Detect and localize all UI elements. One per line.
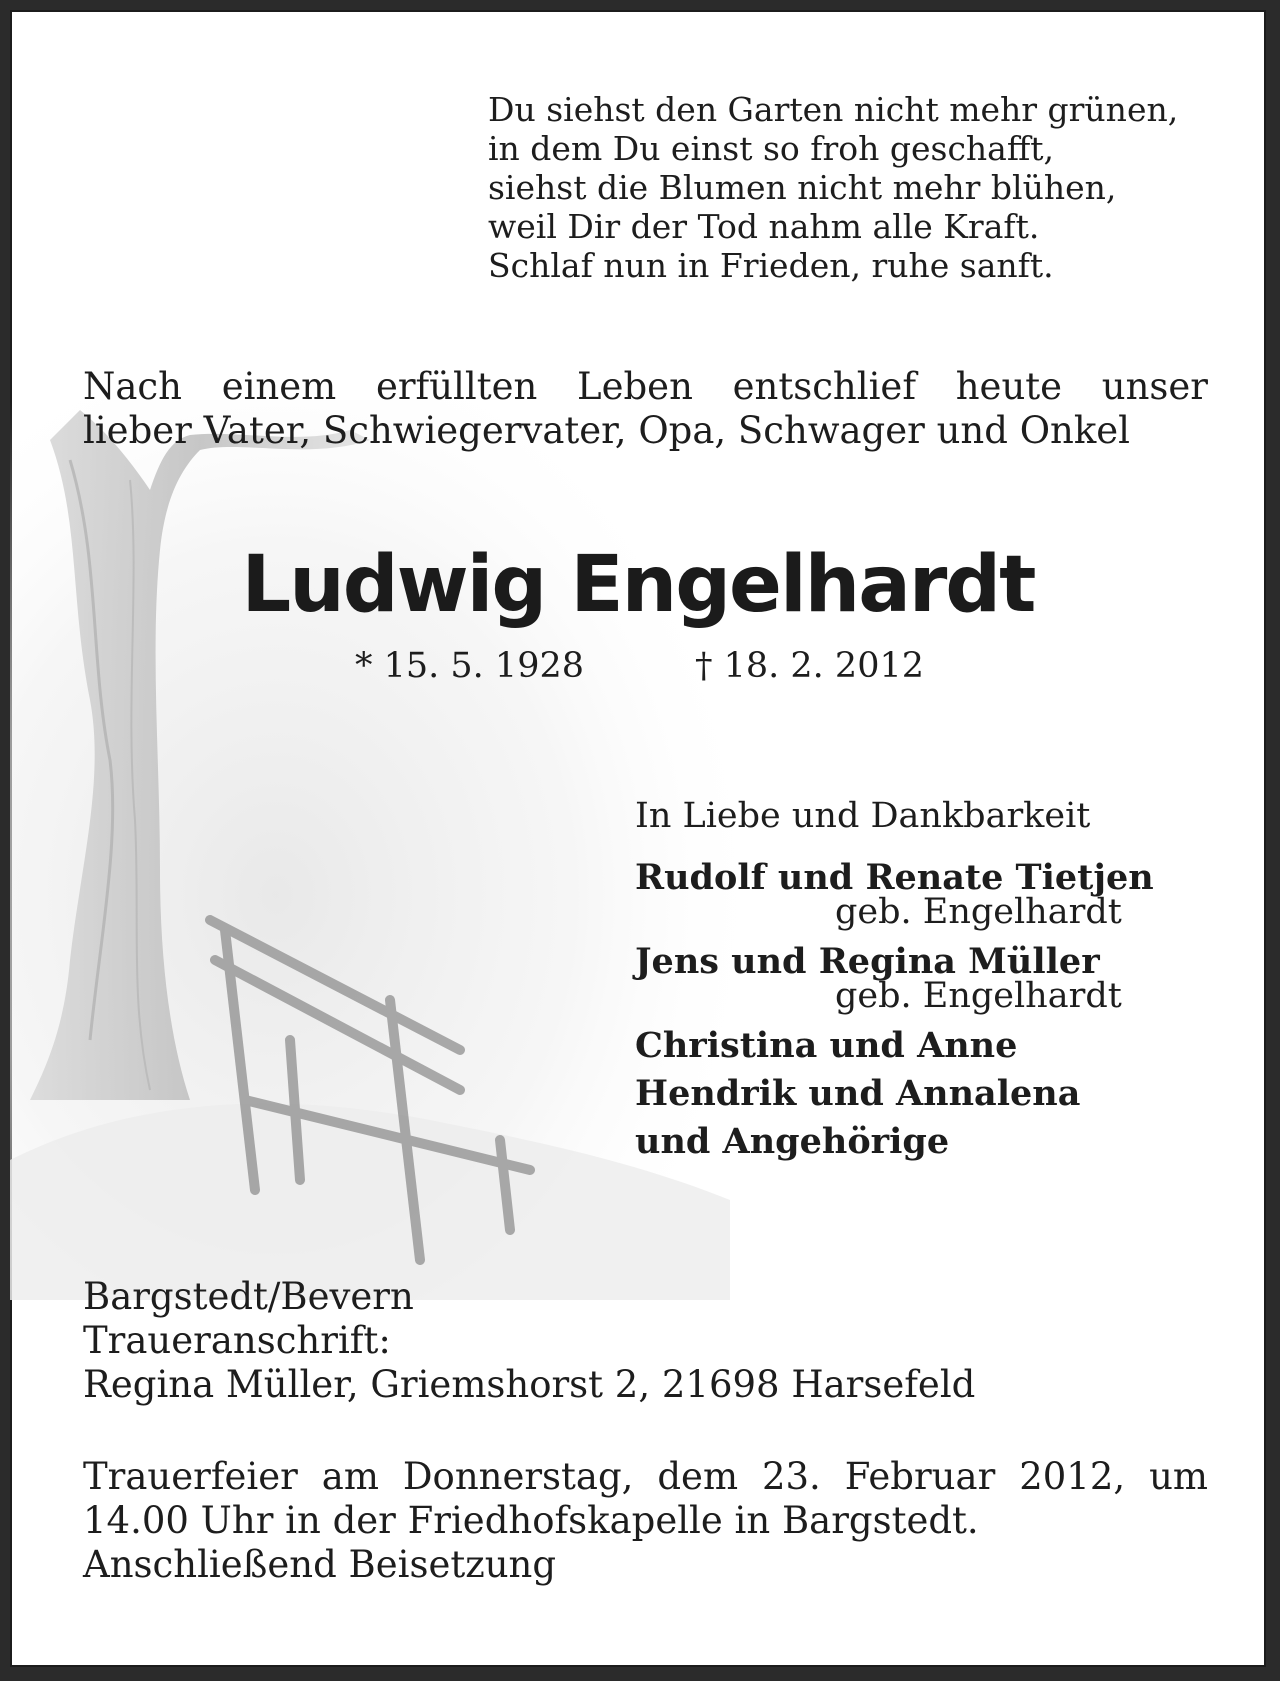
funeral-line: 14.00 Uhr in der Friedhofskapelle in Bargstedt.: [83, 1499, 979, 1542]
death-date: † 18. 2. 2012: [695, 646, 925, 686]
poem-line: siehst die Blumen nicht mehr blühen,: [488, 168, 1117, 207]
family-entry-note: geb. Engelhardt: [835, 976, 1122, 1016]
poem-line: Du siehst den Garten nicht mehr grünen,: [488, 90, 1179, 129]
family-entry: Jens und Regina Müller: [635, 941, 1100, 982]
funeral-line: Trauerfeier am Donnerstag, dem 23. Februar 2012, um: [83, 1455, 1208, 1498]
family-entry-note: geb. Engelhardt: [835, 892, 1122, 932]
poem-line: weil Dir der Tod nahm alle Kraft.: [488, 207, 1040, 246]
poem-line: Schlaf nun in Frieden, ruhe sanft.: [488, 246, 1054, 285]
funeral-line: Anschließend Beisetzung: [83, 1543, 557, 1586]
announcement-intro: [83, 365, 1208, 453]
family-entry: Christina und Anne: [635, 1025, 1018, 1066]
funeral-info: [83, 1455, 1208, 1587]
family-signatures: [635, 792, 1154, 1166]
obituary-card: [10, 10, 1266, 1667]
address-block: [83, 1275, 975, 1407]
birth-date: * 15. 5. 1928: [355, 646, 585, 686]
deceased-name: Ludwig Engelhardt: [241, 540, 1035, 630]
poem: [488, 90, 1178, 285]
intro-line: lieber Vater, Schwiegervater, Opa, Schwager und Onkel: [83, 409, 1131, 452]
intro-line: Nach einem erfüllten Leben entschlief heute unser: [83, 365, 1208, 408]
family-entry: Hendrik und Annalena: [635, 1073, 1081, 1114]
mourning-address-label: Traueranschrift:: [83, 1319, 391, 1362]
mourning-address: Regina Müller, Griemshorst 2, 21698 Harsefeld: [83, 1363, 976, 1406]
family-entry: Rudolf und Renate Tietjen: [635, 857, 1154, 898]
poem-line: in dem Du einst so froh geschafft,: [488, 129, 1055, 168]
place: Bargstedt/Bevern: [83, 1275, 414, 1318]
family-entry: und Angehörige: [635, 1121, 950, 1162]
family-intro: In Liebe und Dankbarkeit: [635, 796, 1091, 836]
